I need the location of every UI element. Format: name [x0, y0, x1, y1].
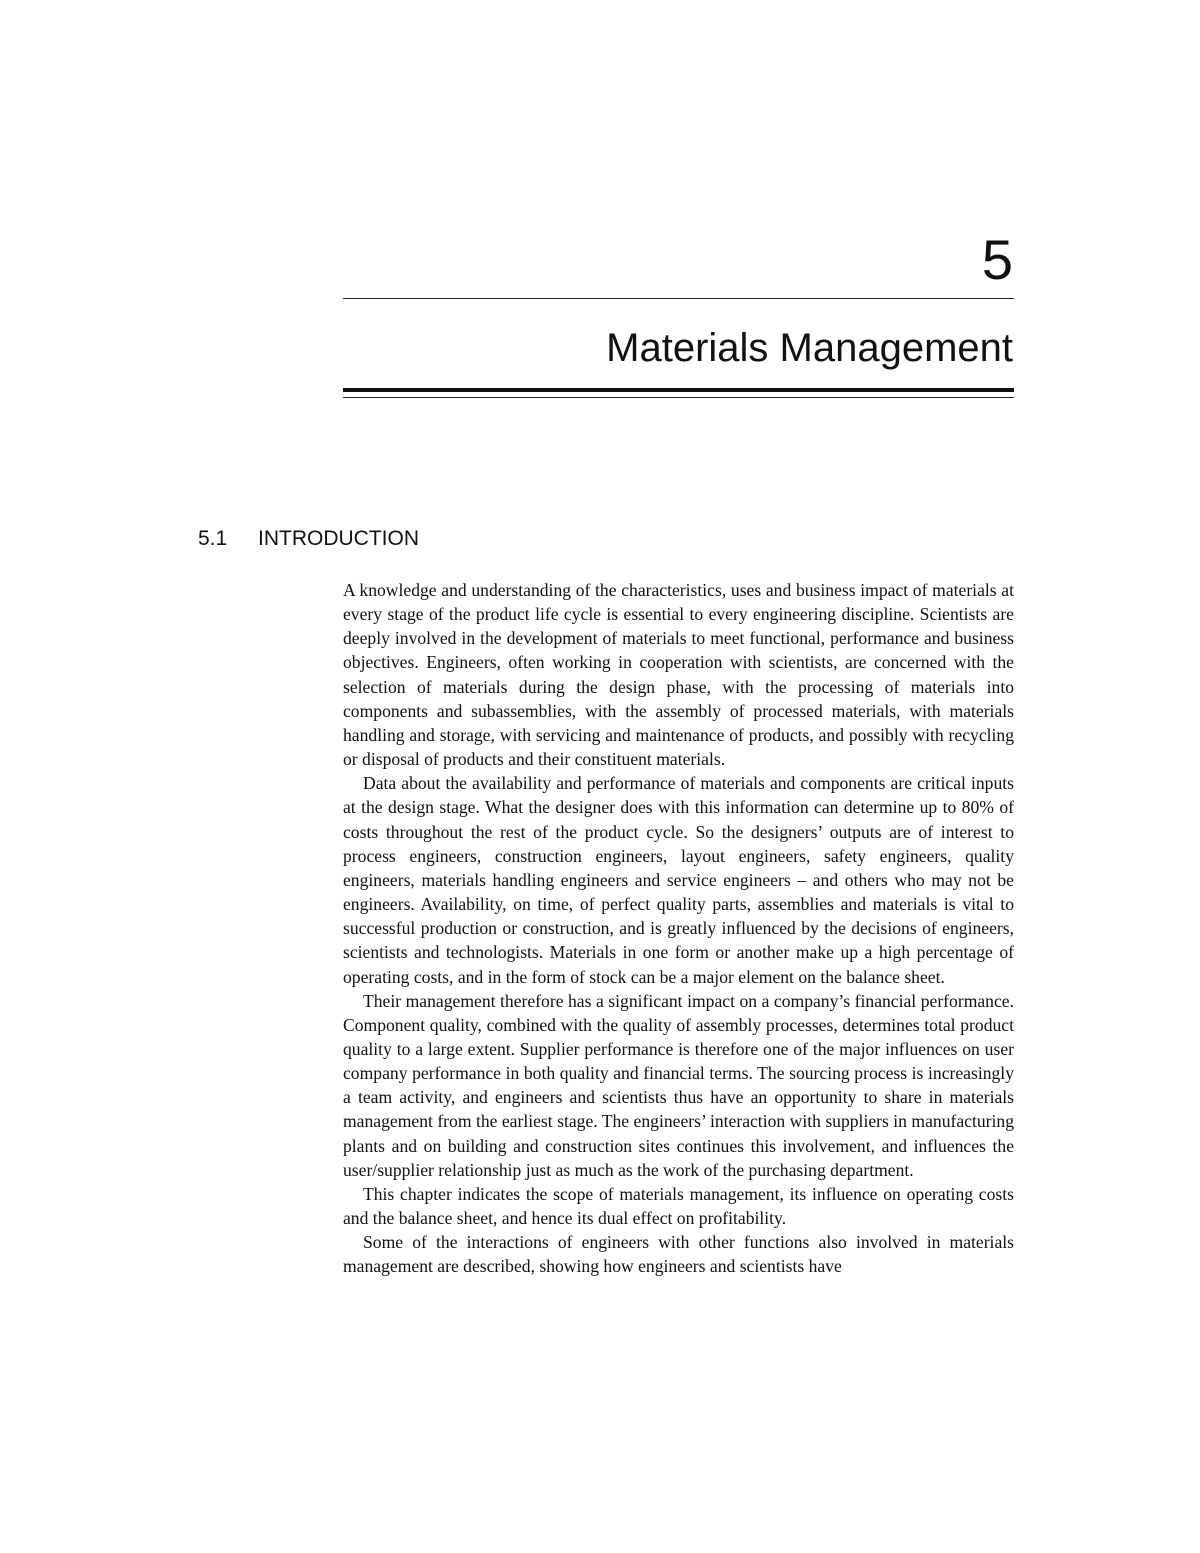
section-number: 5.1: [198, 527, 228, 550]
chapter-number: 5: [981, 228, 1013, 291]
chapter-title: Materials Management: [606, 326, 1013, 370]
section-heading: [198, 528, 419, 549]
paragraph: A knowledge and understanding of the characteristics, uses and business impact of materials at every stage of the product life cycle is essential to every engineering discipline. Scientists are deeply involved in the development of materials to meet functional, performance and business objectives. Engineers, often working in cooperation with scientists, are concerned with the selection of materials during the design phase, with the processing of materials into components and subassemblies, with the assembly of processed materials, with materials handling and storage, with servicing and maintenance of products, and possibly with recycling or disposal of products and their constituent materials.: [343, 580, 1014, 770]
paragraph: Data about the availability and performance of materials and components are critical inputs at the design stage. What the designer does with this information can determine up to 80% of costs throughout the rest of the product cycle. So the designers’ outputs are of interest to process engineers, construction engineers, layout engineers, safety engineers, quality engineers, materials handling engineers and service engineers – and others who may not be engineers. Availability, on time, of perfect quality parts, assemblies and materials is vital to successful production or construction, and is greatly influenced by the decisions of engineers, scientists and technologists. Materials in one form or another make up a high percentage of operating costs, and in the form of stock can be a major element on the balance sheet.: [343, 773, 1014, 987]
paragraph: Their management therefore has a significant impact on a company’s financial performance. Component quality, combined with the quality of assembly processes, determines total product quality to a large extent. Supplier performance is therefore one of the major influences on user company performance in both quality and financial terms. The sourcing process is increasingly a team activity, and engineers and scientists thus have an opportunity to share in materials management from the earliest stage. The engineers’ interaction with suppliers in manufacturing plants and on building and construction sites continues this involvement, and influences the user/supplier relationship just as much as the work of the purchasing department.: [343, 990, 1014, 1180]
chapter-bottom-rule-thin: [343, 397, 1014, 398]
chapter-bottom-rule-thick: [343, 388, 1014, 392]
paragraph: This chapter indicates the scope of materials management, its influence on operating costs and the balance sheet, and hence its dual effect on profitability.: [343, 1183, 1014, 1229]
section-title: INTRODUCTION: [258, 527, 419, 550]
body-text: [343, 578, 1014, 1279]
paragraph: Some of the interactions of engineers with other functions also involved in materials management are described, showing how engineers and scientists have: [343, 1232, 1014, 1277]
chapter-top-rule: [343, 298, 1014, 299]
